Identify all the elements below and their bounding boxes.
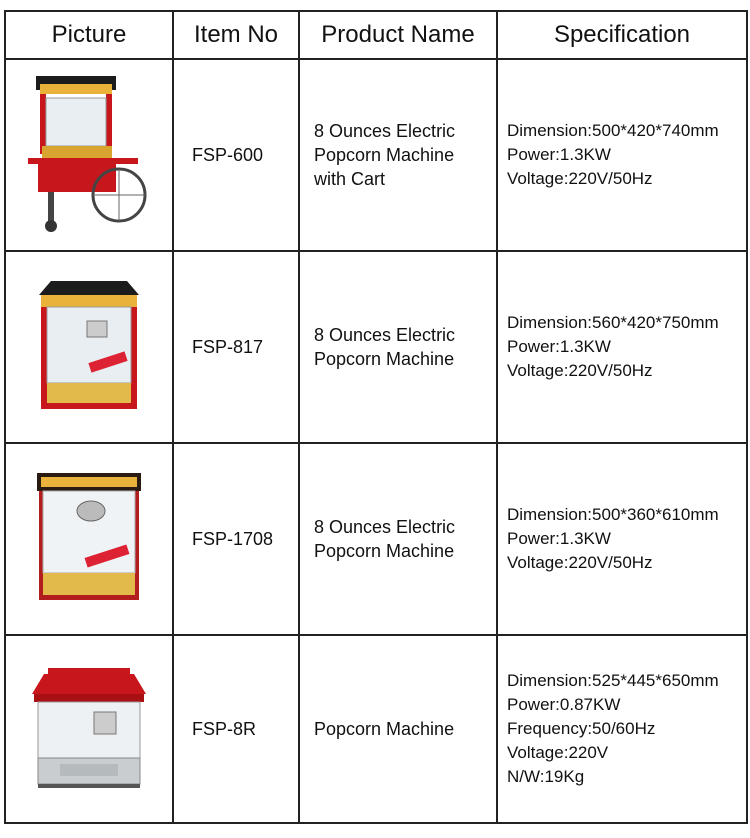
header-specification: Specification	[497, 11, 747, 59]
table-row	[5, 251, 747, 443]
product-name: 8 Ounces Electric Popcorn Machine	[299, 251, 497, 443]
header-product-name: Product Name	[299, 11, 497, 59]
popcorn-machine-icon	[29, 469, 149, 609]
specification: Dimension:500*420*740mm Power:1.3KW Voltage:220V/50Hz	[497, 59, 747, 251]
product-name: 8 Ounces Electric Popcorn Machine with Cart	[299, 59, 497, 251]
picture-cell	[5, 251, 173, 443]
item-no: FSP-8R	[173, 635, 299, 823]
popcorn-machine-icon	[24, 664, 154, 794]
header-item-no: Item No	[173, 11, 299, 59]
item-no: FSP-600	[173, 59, 299, 251]
product-name: Popcorn Machine	[299, 635, 497, 823]
table-row	[5, 59, 747, 251]
specification: Dimension:560*420*750mm Power:1.3KW Voltage:220V/50Hz	[497, 251, 747, 443]
table-row	[5, 635, 747, 823]
specification: Dimension:500*360*610mm Power:1.3KW Voltage:220V/50Hz	[497, 443, 747, 635]
item-no: FSP-1708	[173, 443, 299, 635]
product-name: 8 Ounces Electric Popcorn Machine	[299, 443, 497, 635]
picture-cell	[5, 59, 173, 251]
popcorn-cart-icon	[24, 70, 154, 240]
item-no: FSP-817	[173, 251, 299, 443]
picture-cell	[5, 443, 173, 635]
table-header-row	[5, 11, 747, 59]
picture-cell	[5, 635, 173, 823]
popcorn-machine-icon	[29, 277, 149, 417]
product-spec-table	[4, 10, 748, 824]
header-picture: Picture	[5, 11, 173, 59]
table-row	[5, 443, 747, 635]
specification: Dimension:525*445*650mm Power:0.87KW Frequency:50/60Hz Voltage:220V N/W:19Kg	[497, 635, 747, 823]
